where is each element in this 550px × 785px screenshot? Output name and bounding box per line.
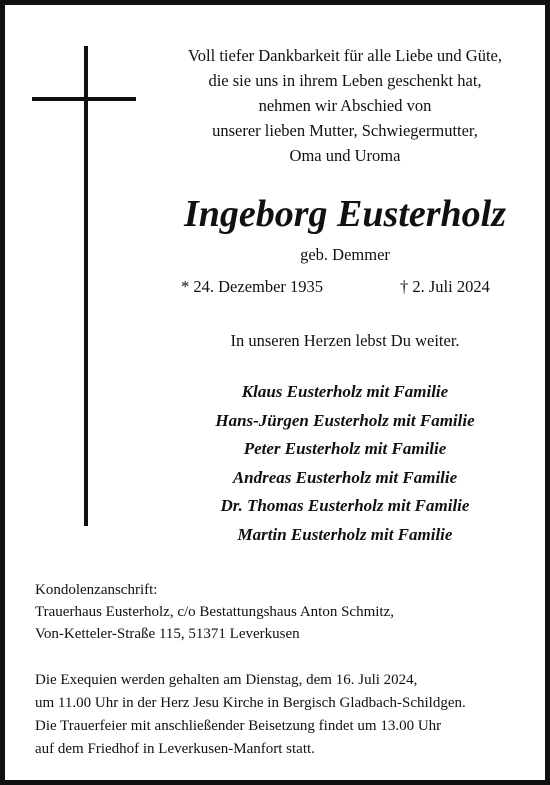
condolence-line: Von-Ketteler-Straße 115, 51371 Leverkusen [35, 626, 300, 642]
intro-line: Oma und Uroma [289, 146, 401, 165]
mourner-item: Peter Eusterholz mit Familie [243, 439, 447, 458]
motto: In unseren Herzen lebst Du weiter. [230, 331, 460, 350]
mourner-item: Klaus Eusterholz mit Familie [241, 382, 449, 401]
mourners-list [145, 378, 545, 549]
condolence-line: Trauerhaus Eusterholz, c/o Bestattungshaus Anton Schmitz, [35, 604, 394, 620]
intro-line: die sie uns in ihrem Leben geschenkt hat, [208, 71, 482, 90]
funeral-line: um 11.00 Uhr in der Herz Jesu Kirche in Bergisch Gladbach-Schildgen. [35, 695, 466, 711]
condolence-address [35, 579, 394, 645]
cross-vertical-bar [84, 46, 88, 526]
cross-horizontal-bar [32, 97, 136, 101]
mourner-item: Martin Eusterholz mit Familie [237, 524, 453, 544]
deceased-name: Ingeborg Eusterholz [183, 193, 507, 235]
mourner-item: Andreas Eusterholz mit Familie [232, 467, 458, 487]
intro-line: Voll tiefer Dankbarkeit für alle Liebe und Güte, [188, 46, 502, 65]
intro-line: unserer lieben Mutter, Schwiegermutter, [212, 121, 478, 140]
funeral-line: Die Trauerfeier mit anschließender Beisetzung findet um 13.00 Uhr [35, 718, 442, 734]
birth-date: * 24. Dezember 1935 [181, 277, 324, 296]
death-date: † 2. Juli 2024 [400, 277, 490, 296]
maiden-name: geb. Demmer [300, 245, 390, 264]
intro-text [145, 43, 545, 168]
mourner-item: Dr. Thomas Eusterholz mit Familie [220, 496, 470, 515]
funeral-line: Die Exequien werden gehalten am Dienstag, dem 16. Juli 2024, [35, 672, 418, 688]
condolence-heading: Kondolenzanschrift: [35, 582, 158, 598]
funeral-line: auf dem Friedhof in Leverkusen-Manfort statt. [35, 741, 315, 757]
funeral-details [35, 669, 466, 761]
intro-line: nehmen wir Abschied von [258, 96, 432, 115]
mourner-item: Hans-Jürgen Eusterholz mit Familie [215, 410, 475, 430]
